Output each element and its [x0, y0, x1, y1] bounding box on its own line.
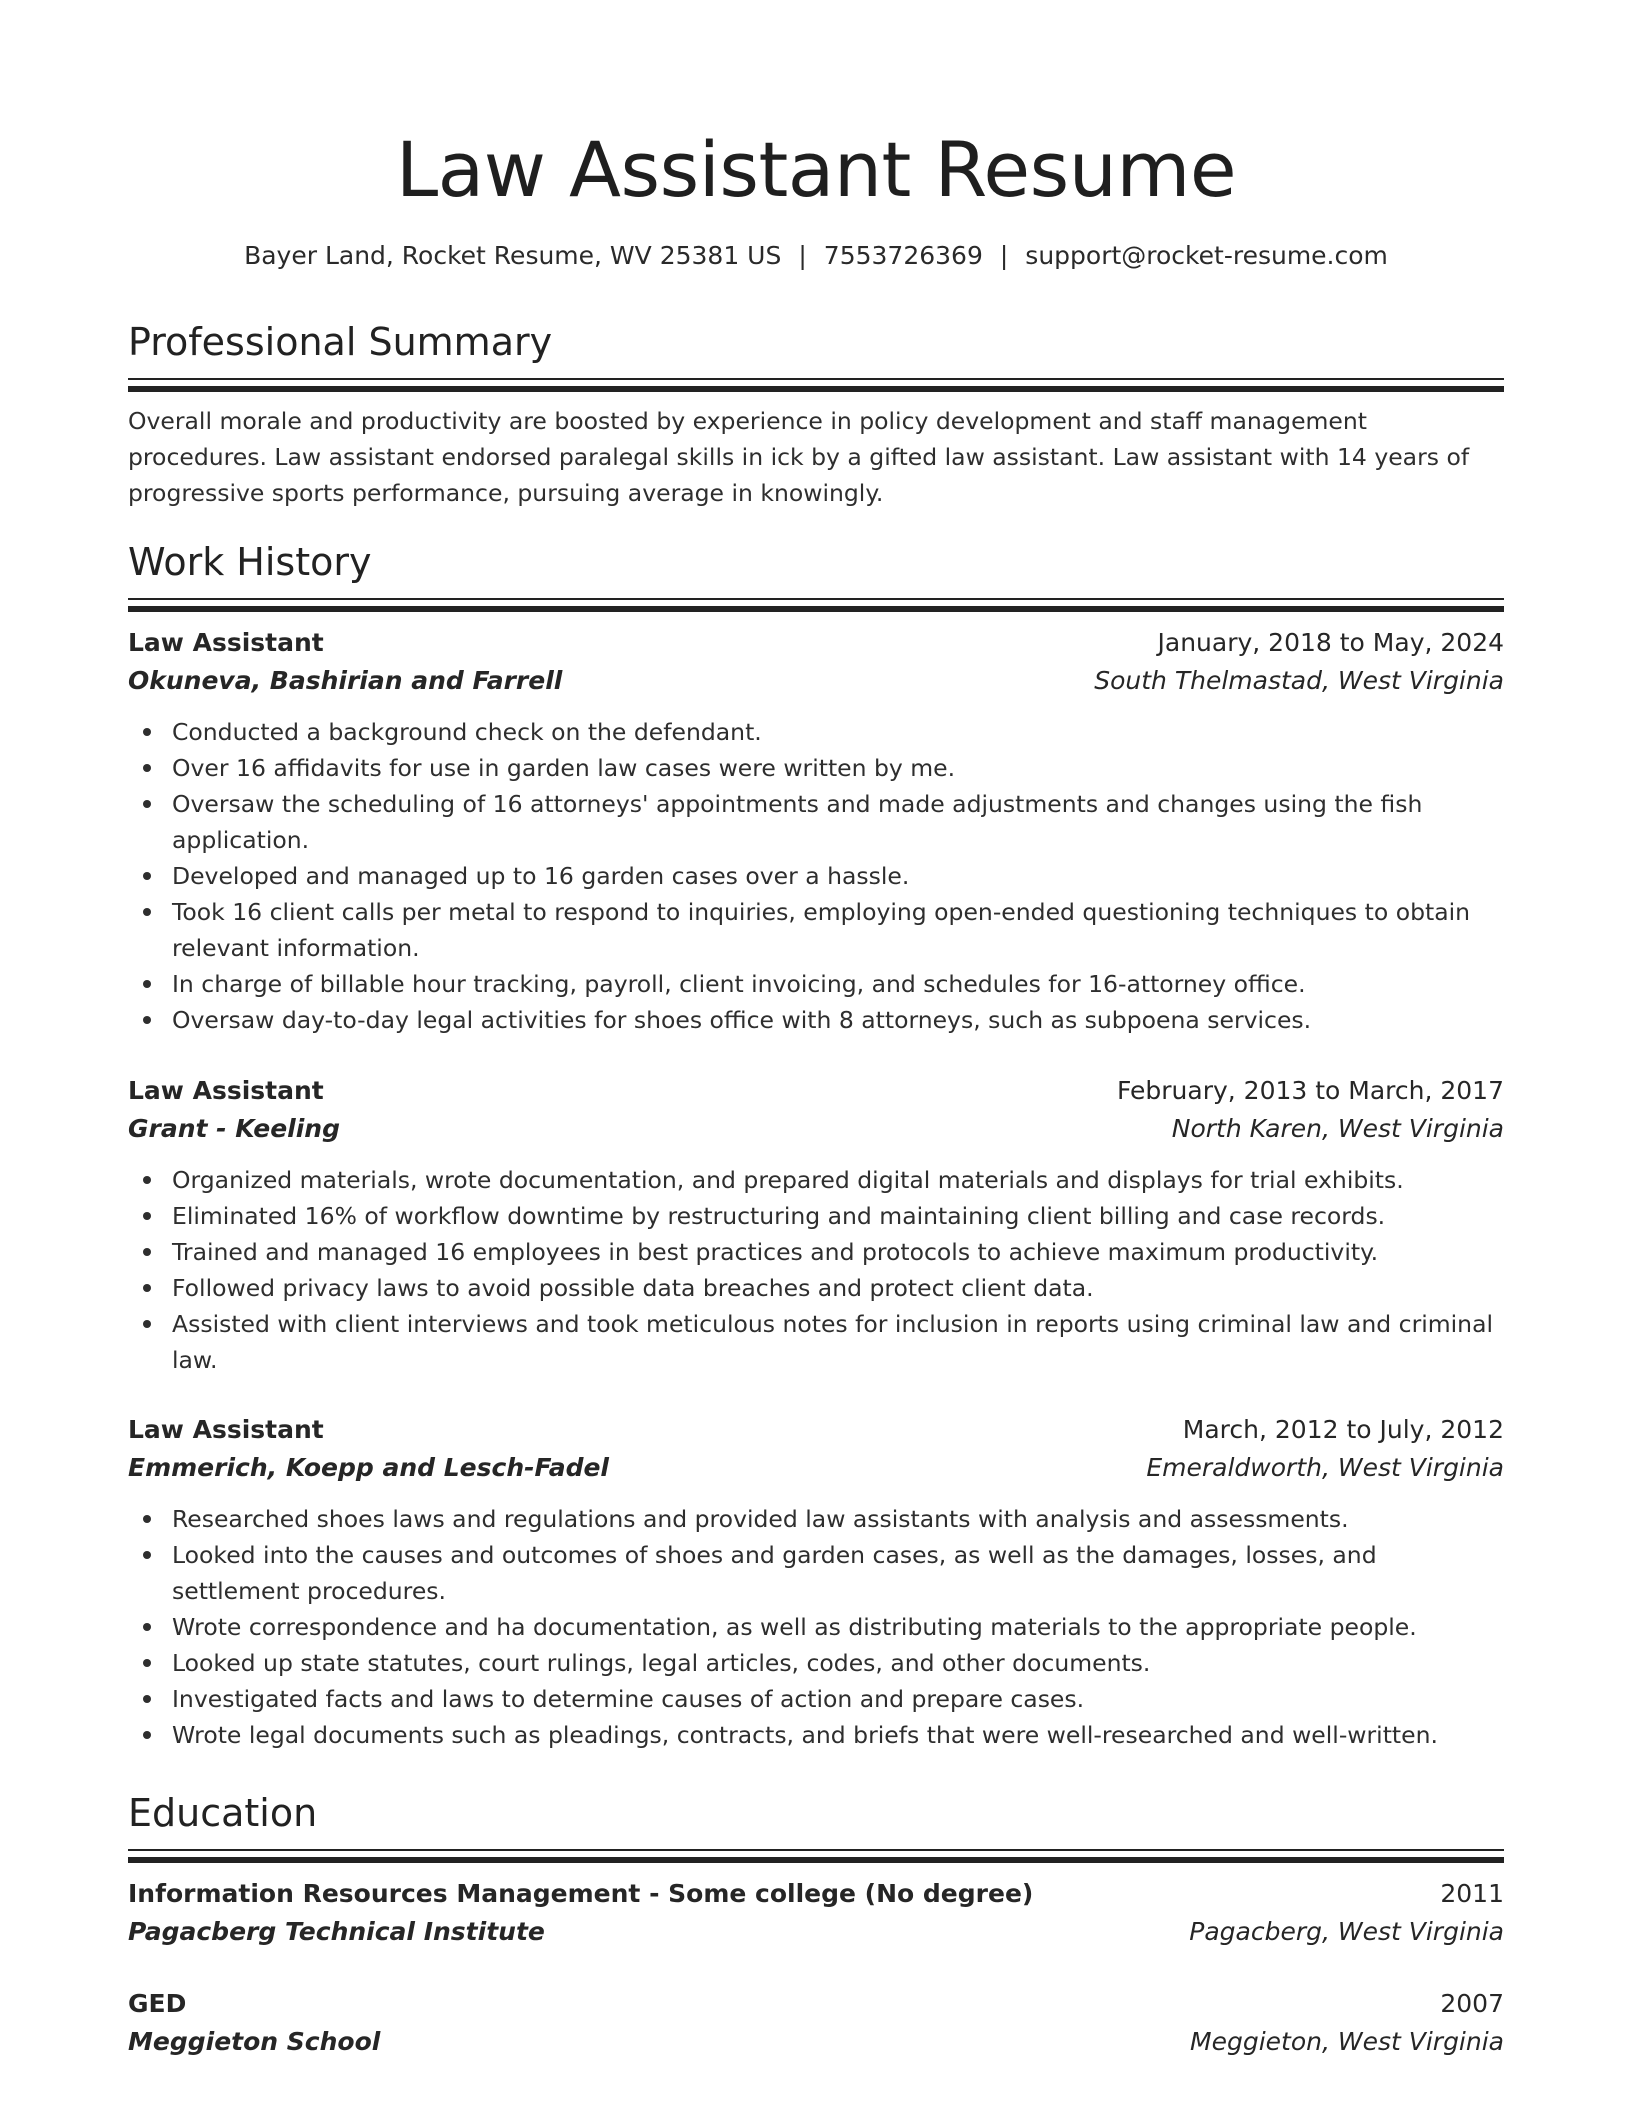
job-dates: March, 2012 to July, 2012 [1182, 1415, 1504, 1444]
list-item: Investigated facts and laws to determine causes of action and prepare cases. [128, 1681, 1504, 1717]
list-item: Assisted with client interviews and took meticulous notes for inclusion in reports using criminal law and criminal law. [128, 1306, 1504, 1378]
section-divider [128, 598, 1504, 600]
job-bullets [128, 714, 1504, 1038]
section-divider [128, 1849, 1504, 1851]
list-item: Researched shoes laws and regulations and provided law assistants with analysis and assessments. [128, 1501, 1504, 1537]
list-item: Oversaw day-to-day legal activities for shoes office with 8 attorneys, such as subpoena services. [128, 1002, 1504, 1038]
contact-email: support@rocket-resume.com [1025, 241, 1388, 270]
job-company: Grant - Keeling [128, 1114, 340, 1143]
job-company: Emmerich, Koepp and Lesch-Fadel [128, 1453, 610, 1482]
job-entry [128, 1072, 1504, 1378]
job-title: Law Assistant [128, 1415, 324, 1444]
education-entry [128, 1985, 1504, 2061]
job-dates: January, 2018 to May, 2024 [1157, 628, 1504, 657]
job-location: South Thelmastad, West Virginia [1094, 666, 1504, 695]
section-divider [128, 1857, 1504, 1863]
list-item: Oversaw the scheduling of 16 attorneys' appointments and made adjustments and changes using the fish application. [128, 786, 1504, 858]
list-item: In charge of billable hour tracking, payroll, client invoicing, and schedules for 16-attorney office. [128, 966, 1504, 1002]
education-year: 2011 [1440, 1879, 1504, 1908]
section-title-summary: Professional Summary [128, 320, 553, 364]
list-item: Developed and managed up to 16 garden cases over a hassle. [128, 858, 1504, 894]
list-item: Took 16 client calls per metal to respond to inquiries, employing open-ended questioning techniques to obtain relevant information. [128, 894, 1504, 966]
job-title: Law Assistant [128, 1076, 324, 1105]
work-section-header [128, 538, 1504, 612]
section-title-work: Work History [128, 540, 372, 584]
education-year: 2007 [1440, 1989, 1504, 2018]
education-school: Meggieton School [128, 2027, 381, 2056]
education-entry [128, 1875, 1504, 1951]
job-entry [128, 624, 1504, 1038]
job-entry [128, 1411, 1504, 1753]
job-bullets [128, 1162, 1504, 1378]
section-title-education: Education [128, 1791, 318, 1835]
section-divider [128, 378, 1504, 380]
list-item: Followed privacy laws to avoid possible data breaches and protect client data. [128, 1270, 1504, 1306]
job-location: Emeraldworth, West Virginia [1146, 1453, 1504, 1482]
education-school: Pagacberg Technical Institute [128, 1917, 545, 1946]
education-location: Pagacberg, West Virginia [1189, 1917, 1504, 1946]
education-section-header [128, 1789, 1504, 1863]
job-company: Okuneva, Bashirian and Farrell [128, 666, 563, 695]
section-divider [128, 386, 1504, 392]
list-item: Wrote legal documents such as pleadings, contracts, and briefs that were well-researched and well-written. [128, 1717, 1504, 1753]
contact-separator: | [999, 241, 1009, 270]
list-item: Over 16 affidavits for use in garden law cases were written by me. [128, 750, 1504, 786]
list-item: Wrote correspondence and ha documentation, as well as distributing materials to the appropriate people. [128, 1609, 1504, 1645]
contact-separator: | [798, 241, 807, 270]
section-divider [128, 606, 1504, 612]
list-item: Organized materials, wrote documentation, and prepared digital materials and displays for trial exhibits. [128, 1162, 1504, 1198]
list-item: Trained and managed 16 employees in best practices and protocols to achieve maximum productivity. [128, 1234, 1504, 1270]
job-location: North Karen, West Virginia [1171, 1114, 1504, 1143]
contact-address: Bayer Land, Rocket Resume, WV 25381 US [244, 241, 782, 270]
list-item: Looked into the causes and outcomes of shoes and garden cases, as well as the damages, losses, and settlement procedures. [128, 1537, 1504, 1609]
job-dates: February, 2013 to March, 2017 [1116, 1076, 1504, 1105]
summary-section-header [128, 318, 1504, 392]
list-item: Looked up state statutes, court rulings, legal articles, codes, and other documents. [128, 1645, 1504, 1681]
resume-title: Law Assistant Resume [395, 125, 1237, 214]
list-item: Conducted a background check on the defendant. [128, 714, 1504, 750]
education-degree: GED [128, 1989, 187, 2018]
education-degree: Information Resources Management - Some college (No degree) [128, 1879, 1034, 1908]
job-title: Law Assistant [128, 628, 324, 657]
summary-text: Overall morale and productivity are boosted by experience in policy development and staff management procedures. Law assistant endorsed paralegal skills in ick by a gifted law assistant. Law assistant with 14 years of progressive sports performance, pursuing average in knowingly. [128, 407, 1470, 507]
contact-phone: 7553726369 [823, 241, 983, 270]
education-location: Meggieton, West Virginia [1190, 2027, 1504, 2056]
list-item: Eliminated 16% of workflow downtime by restructuring and maintaining client billing and case records. [128, 1198, 1504, 1234]
job-bullets [128, 1501, 1504, 1753]
contact-line [128, 238, 1504, 274]
